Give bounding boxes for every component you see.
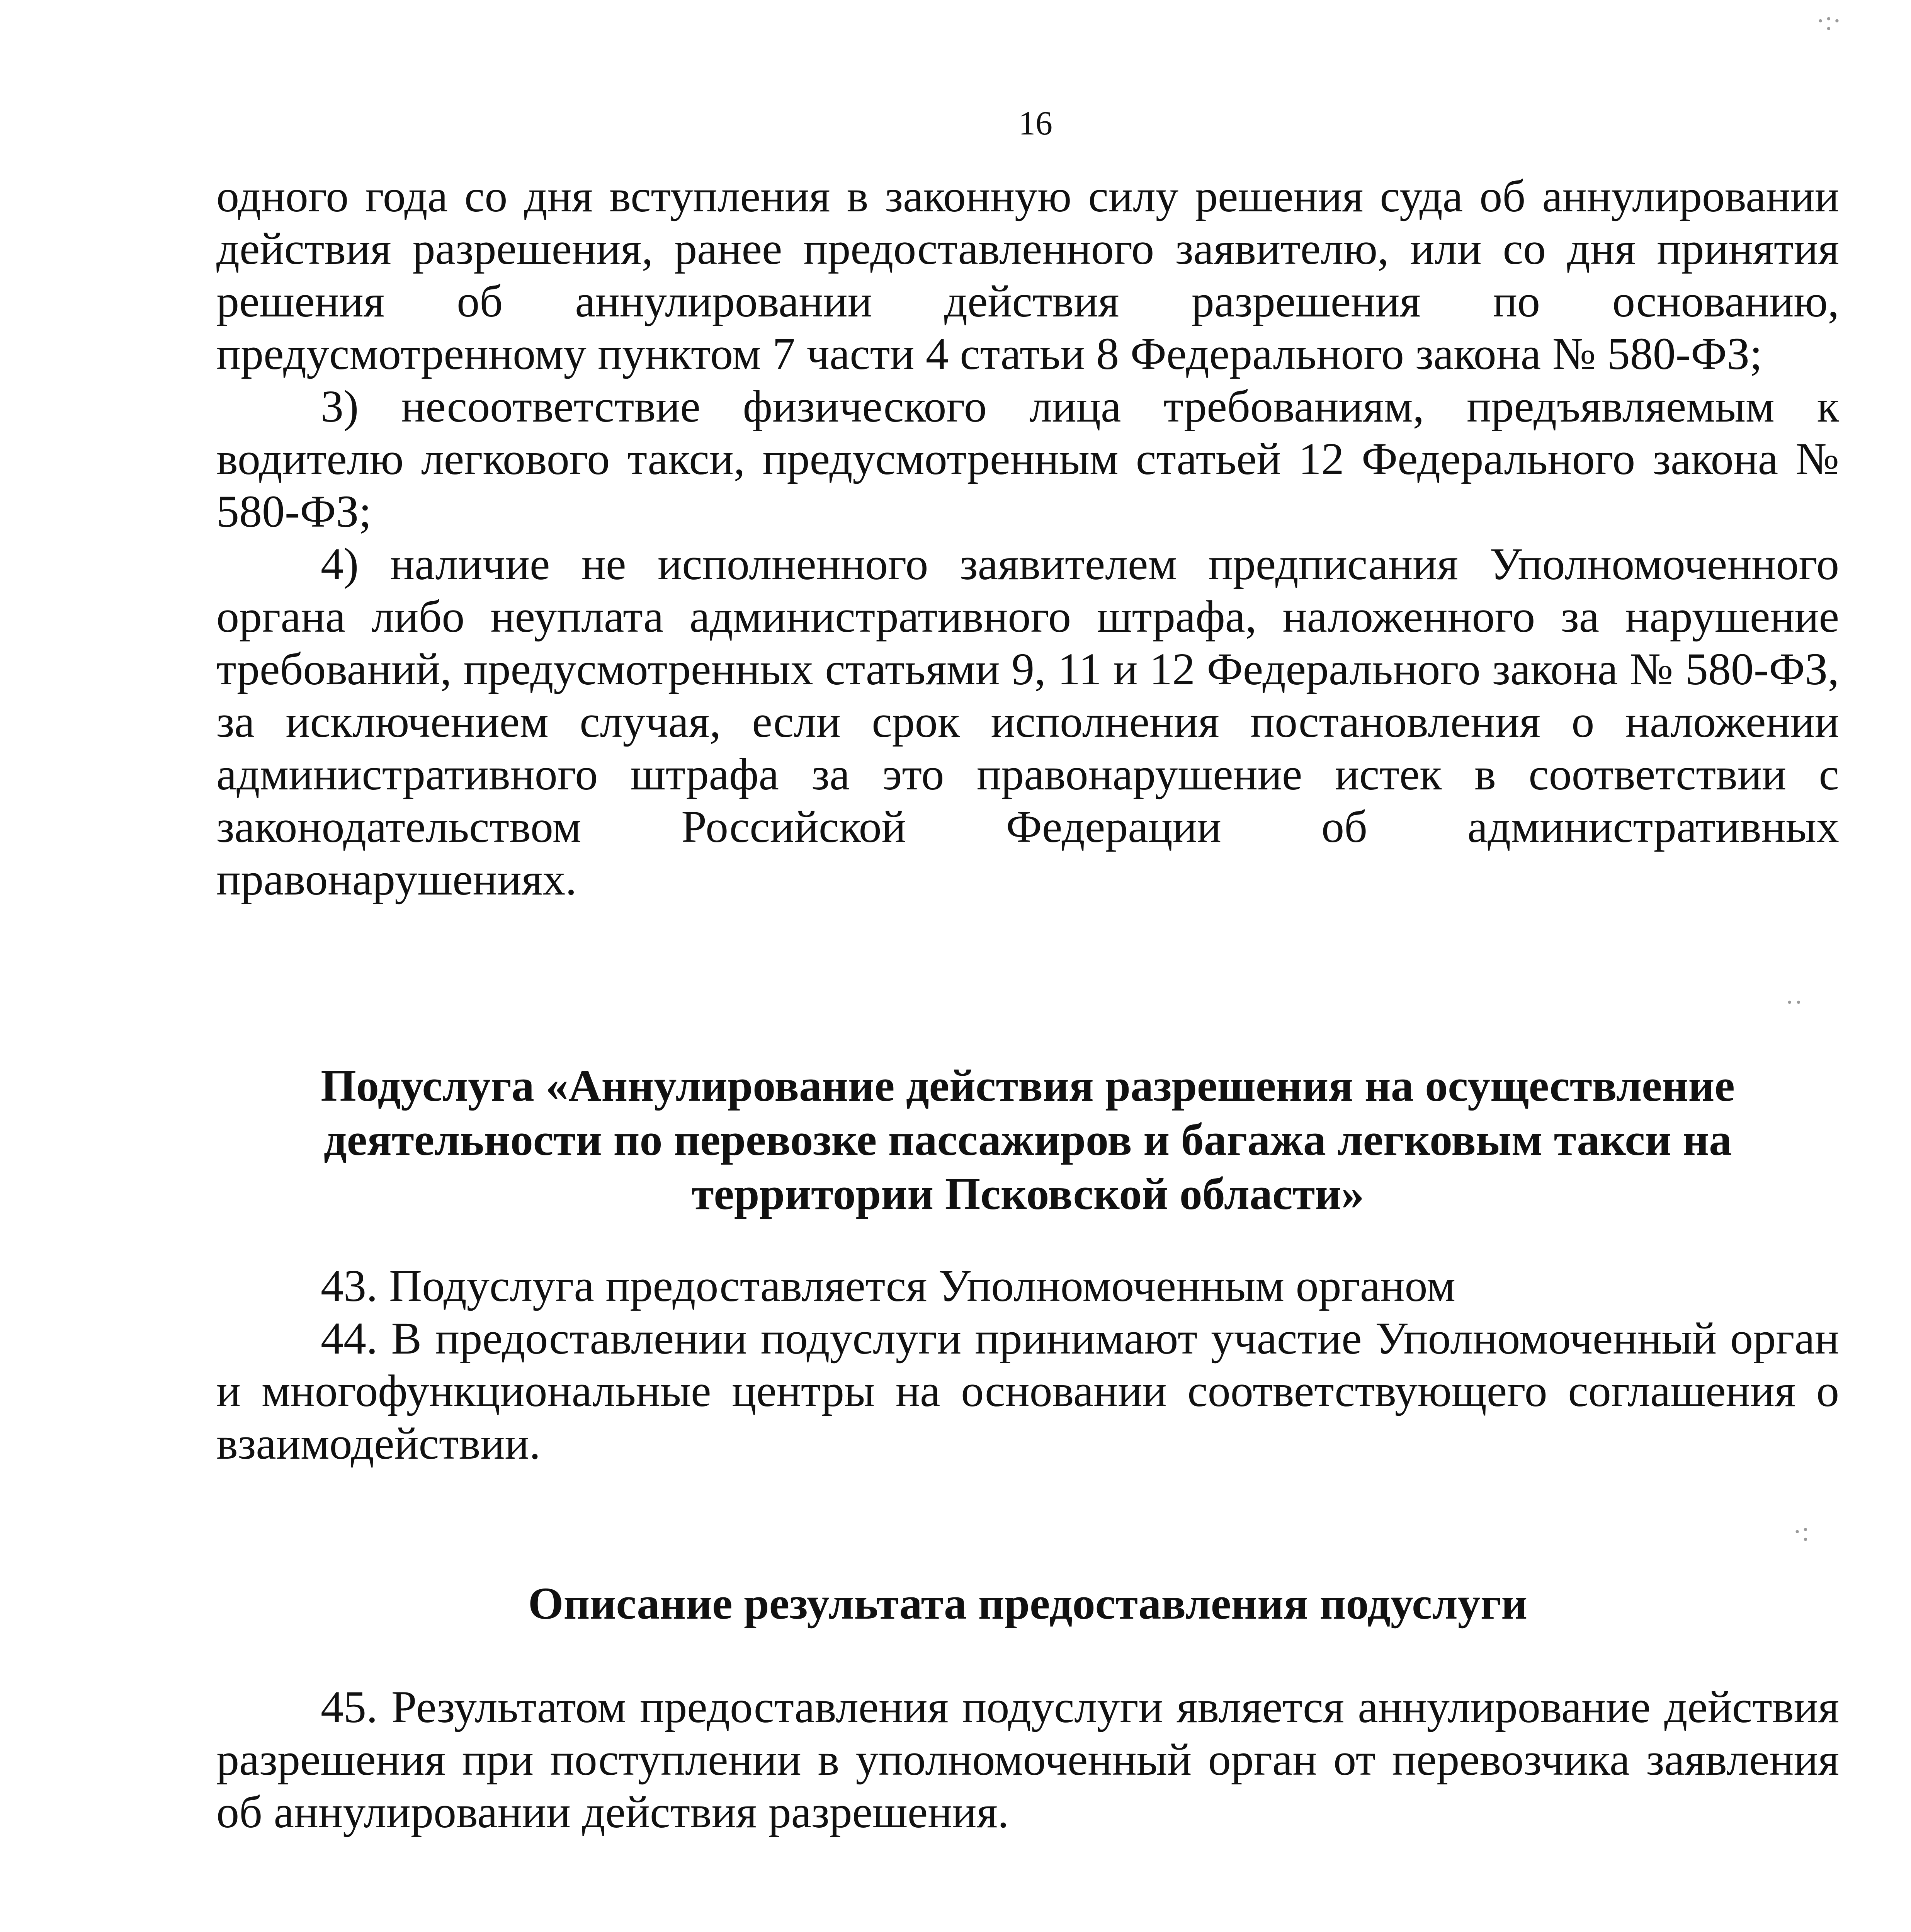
paragraph-continuation: одного года со дня вступления в законную силу решения суда об аннулировании действия разрешения, ранее предоставленного заявителю, или со дня принятия решения об аннулировании действия разрешения по основанию, предусмотренному пунктом 7 части 4 статьи 8 Федерального закона № 580-ФЗ; [216,171,1839,379]
text-block-2 [216,1260,1839,1470]
paragraph-item-3: 3) несоответствие физического лица требованиям, предъявляемым к водителю легкового такси, предусмотренным статьей 12 Федерального закона № 580-ФЗ; [216,381,1839,537]
text-block-3 [216,1681,1839,1838]
heading-line: деятельности по перевозке пассажиров и багажа легковым такси на [323,1114,1732,1165]
paragraph-item-4: 4) наличие не исполненного заявителем предписания Уполномоченного органа либо неуплата административного штрафа, наложенного за нарушение требований, предусмотренных статьями 9, 11 и 12 Федерального закона № 580-ФЗ, за исключением случая, если срок исполнения постановления о наложении административного штрафа за это правонарушение истек в соответствии с законодательством Российской Федерации об административных правонарушениях. [216,539,1839,905]
scan-artifact: ·· [1785,988,1803,1017]
paragraph-45: 45. Результатом предоставления подуслуги является аннулирование действия разрешения при поступлении в уполномоченный орган от перевозчика заявления об аннулировании действия разрешения. [216,1682,1839,1837]
paragraph-43: 43. Подуслуга предоставляется Уполномоченным органом [321,1260,1455,1311]
section-heading-annulment [216,1059,1839,1221]
section-heading-result: Описание результата предоставления подуслуги [528,1578,1528,1629]
text-block-1 [216,170,1839,906]
heading-line: территории Псковской области» [691,1168,1364,1219]
scan-artifact: ·: [1793,1517,1809,1547]
scan-artifact: ·:· [1816,6,1842,36]
heading-line: Подуслуга «Аннулирование действия разрешения на осуществление [321,1060,1735,1111]
page-number: 16 [1018,105,1052,142]
paragraph-44: 44. В предоставлении подуслуги принимают участие Уполномоченный орган и многофункциональные центры на основании соответствующего соглашения о взаимодействии. [216,1313,1839,1469]
